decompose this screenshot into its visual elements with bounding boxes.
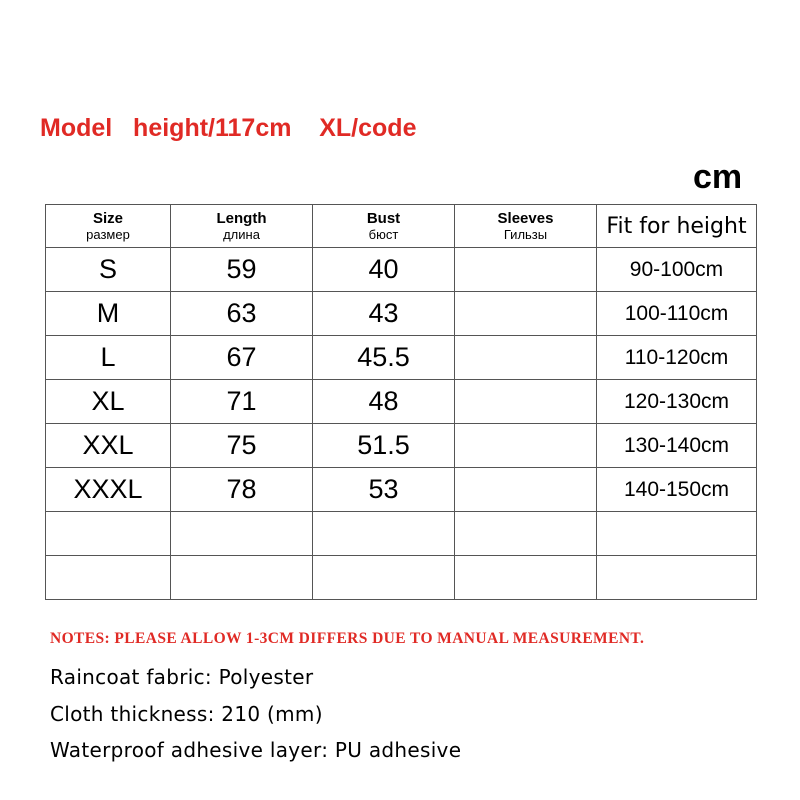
length-cell	[171, 556, 313, 600]
table-row	[46, 556, 757, 600]
length-cell: 78	[171, 468, 313, 512]
fit-cell: 120-130cm	[597, 380, 757, 424]
header-sleeves	[455, 205, 597, 248]
header-sublabel: Гильзы	[503, 227, 548, 242]
sleeves-cell	[455, 292, 597, 336]
sleeves-cell	[455, 512, 597, 556]
bust-cell: 45.5	[313, 336, 455, 380]
header-sublabel: размер	[86, 227, 130, 242]
fit-cell	[597, 556, 757, 600]
table-row	[46, 292, 757, 336]
fit-cell: 100-110cm	[597, 292, 757, 336]
length-cell: 59	[171, 248, 313, 292]
header-size	[46, 205, 171, 248]
header-length	[171, 205, 313, 248]
spec-thickness: Cloth thickness: 210 (mm)	[50, 702, 323, 726]
header-sublabel: бюст	[368, 227, 399, 242]
table-row	[46, 336, 757, 380]
header-label: Size	[92, 210, 123, 227]
fit-cell: 140-150cm	[597, 468, 757, 512]
length-cell: 71	[171, 380, 313, 424]
size-cell: XXXL	[46, 468, 171, 512]
bust-cell: 40	[313, 248, 455, 292]
header-label: Fit for height	[606, 213, 747, 239]
header-label: Length	[216, 210, 267, 227]
size-cell: S	[46, 248, 171, 292]
table-row	[46, 424, 757, 468]
bust-cell: 53	[313, 468, 455, 512]
table-row	[46, 468, 757, 512]
size-chart-table	[45, 204, 757, 600]
sleeves-cell	[455, 380, 597, 424]
bust-cell: 51.5	[313, 424, 455, 468]
fit-cell: 130-140cm	[597, 424, 757, 468]
header-label: Bust	[366, 210, 401, 227]
table-row	[46, 248, 757, 292]
fit-cell	[597, 512, 757, 556]
bust-cell	[313, 512, 455, 556]
size-cell: L	[46, 336, 171, 380]
size-cell	[46, 512, 171, 556]
bust-cell: 43	[313, 292, 455, 336]
size-cell: XL	[46, 380, 171, 424]
size-cell: M	[46, 292, 171, 336]
unit-label: cm	[693, 158, 743, 196]
length-cell: 67	[171, 336, 313, 380]
bust-cell: 48	[313, 380, 455, 424]
table-row	[46, 380, 757, 424]
table-row	[46, 512, 757, 556]
sleeves-cell	[455, 424, 597, 468]
sleeves-cell	[455, 336, 597, 380]
table-header-row	[46, 205, 757, 248]
spec-adhesive: Waterproof adhesive layer: PU adhesive	[50, 738, 462, 762]
header-fit-for-height	[597, 205, 757, 248]
model-info: Model height/117cm XL/code	[40, 114, 417, 142]
table-body	[46, 248, 757, 600]
header-label: Sleeves	[497, 210, 554, 227]
length-cell: 63	[171, 292, 313, 336]
size-cell	[46, 556, 171, 600]
length-cell: 75	[171, 424, 313, 468]
spec-fabric: Raincoat fabric: Polyester	[50, 665, 314, 689]
size-cell: XXL	[46, 424, 171, 468]
sleeves-cell	[455, 468, 597, 512]
sleeves-cell	[455, 248, 597, 292]
bust-cell	[313, 556, 455, 600]
fit-cell: 90-100cm	[597, 248, 757, 292]
length-cell	[171, 512, 313, 556]
sleeves-cell	[455, 556, 597, 600]
header-bust	[313, 205, 455, 248]
measurement-note: NOTES: PLEASE ALLOW 1-3CM DIFFERS DUE TO MANUAL MEASUREMENT.	[50, 630, 645, 647]
fit-cell: 110-120cm	[597, 336, 757, 380]
header-sublabel: длина	[223, 227, 260, 242]
